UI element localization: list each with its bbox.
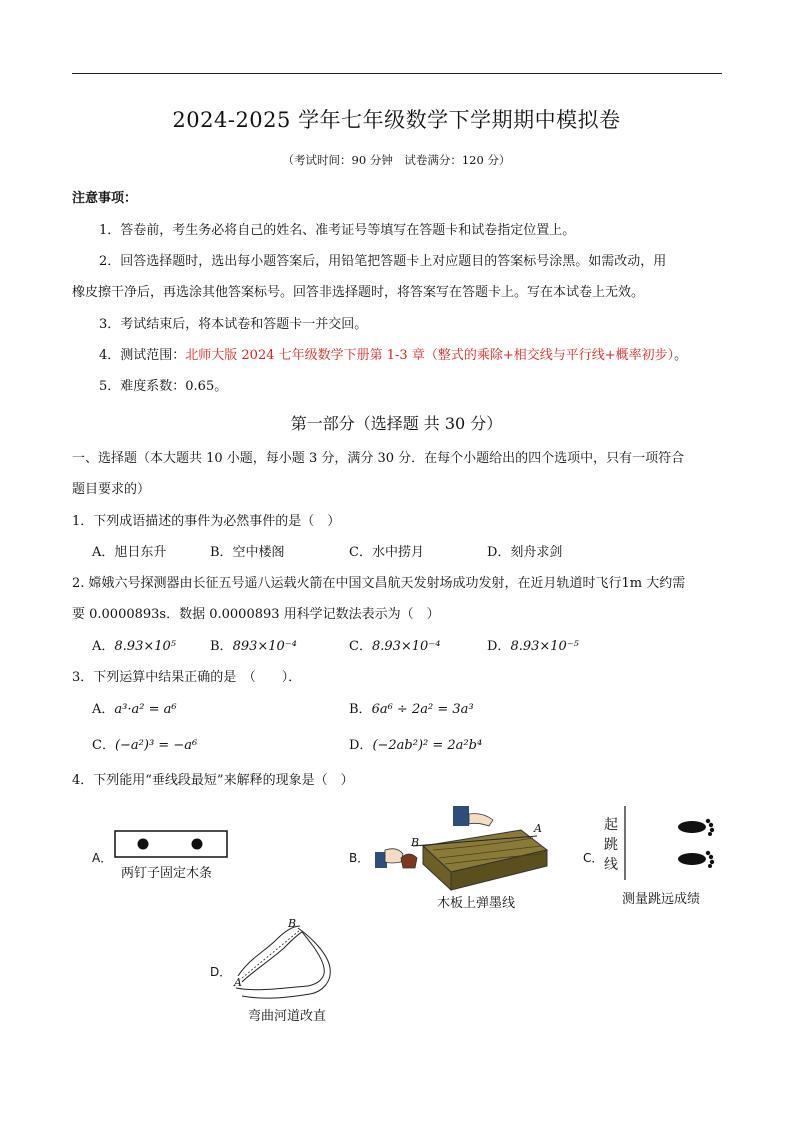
q2-option-c: C．8.93×10⁻⁴ — [349, 639, 441, 654]
river-point-b: B — [288, 917, 297, 930]
q3-option-a: A．a³·a² = a⁶ — [92, 702, 177, 717]
exam-info: （考试时间：90 分钟 试卷满分：120 分） — [282, 153, 511, 167]
q4-option-d-caption: 弯曲河道改直 — [248, 1009, 327, 1024]
q1-option-b: B．空中楼阁 — [210, 545, 285, 560]
q3-option-b: B．6a⁶ ÷ 2a² = 3a³ — [349, 702, 474, 717]
header-rule — [72, 73, 722, 74]
q1-stem: 1．下列成语描述的事件为必然事件的是（ ） — [72, 514, 341, 529]
takeoff-line-text: 起跳线 — [604, 817, 618, 873]
notice-item-1: 1．答卷前，考生务必将自己的姓名、准考证号等填写在答题卡和试卷指定位置上。 — [99, 223, 576, 238]
section-heading: 第一部分（选择题 共 30 分） — [290, 414, 503, 433]
point-b-label: B — [411, 836, 420, 849]
board-ink-line-figure — [373, 806, 557, 892]
q1-option-c: C．水中捞月 — [349, 545, 424, 560]
q3-option-c: C．(−a²)³ = −a⁶ — [92, 738, 198, 753]
footprints-figure — [622, 806, 722, 886]
page-title: 2024-2025 学年七年级数学下学期期中模拟卷 — [172, 108, 621, 132]
q4-option-c-caption: 测量跳远成绩 — [622, 892, 701, 907]
q3-option-d: D．(−2ab²)² = 2a²b⁴ — [349, 738, 483, 753]
notice-item-2b: 橡皮擦干净后，再选涂其他答案标号。回答非选择题时，将答案写在答题卡上。写在本试卷上无效。 — [72, 285, 645, 300]
q1-option-a: A．旭日东升 — [92, 545, 167, 560]
river-figure — [228, 918, 338, 1004]
q3-stem: 3．下列运算中结果正确的是 （ ）． — [72, 670, 302, 685]
q2-option-a: A．8.93×10⁵ — [92, 639, 176, 654]
q4-option-b-label: B． — [349, 851, 370, 865]
notice-item-5: 5．难度系数：0.65。 — [99, 379, 228, 394]
notice-item-3: 3．考试结束后，将本试卷和答题卡一并交回。 — [99, 317, 368, 332]
q2-stem: 2. 嫦娥六号探测器由长征五号遥八运载火箭在中国文昌航天发射场成功发射，在近月轨道时飞行1m 大约需 — [72, 576, 686, 591]
river-point-a: A — [234, 976, 242, 989]
q2-option-b: B．893×10⁻⁴ — [210, 639, 297, 654]
part1-intro: 一、选择题（本大题共 10 小题，每小题 3 分，满分 30 分．在每个小题给出的四个选项中，只有一项符合 — [72, 451, 685, 466]
q4-option-d-label: D． — [210, 965, 232, 979]
q2-stem-cont: 要 0.0000893s．数据 0.0000893 用科学记数法表示为（ ） — [72, 607, 440, 622]
wood-strip-figure — [114, 830, 230, 860]
q1-option-d: D．刻舟求剑 — [487, 545, 563, 560]
q4-option-b-caption: 木板上弹墨线 — [437, 896, 516, 911]
q4-option-c-label: C． — [583, 851, 604, 865]
q4-option-a-caption: 两钉子固定木条 — [121, 866, 213, 881]
point-a-label: A — [534, 822, 542, 835]
notice-item-4: 4．测试范围：北师大版 2024 七年级数学下册第 1-3 章（整式的乘除+相交线与平行线+概率初步）。 — [99, 348, 688, 363]
q4-option-a-label: A． — [92, 851, 113, 865]
q2-option-d: D．8.93×10⁻⁵ — [487, 639, 579, 654]
test-range: 北师大版 2024 七年级数学下册第 1-3 章（整式的乘除+相交线与平行线+概率初步） — [185, 348, 675, 363]
part1-intro-cont: 题目要求的） — [72, 482, 151, 497]
q4-stem: 4．下列能用“垂线段最短”来解释的现象是（ ） — [72, 773, 354, 788]
notice-item-2a: 2．回答选择题时，选出每小题答案后，用铅笔把答题卡上对应题目的答案标号涂黑。如需改动，用 — [99, 254, 667, 269]
notice-heading: 注意事项： — [72, 191, 138, 206]
